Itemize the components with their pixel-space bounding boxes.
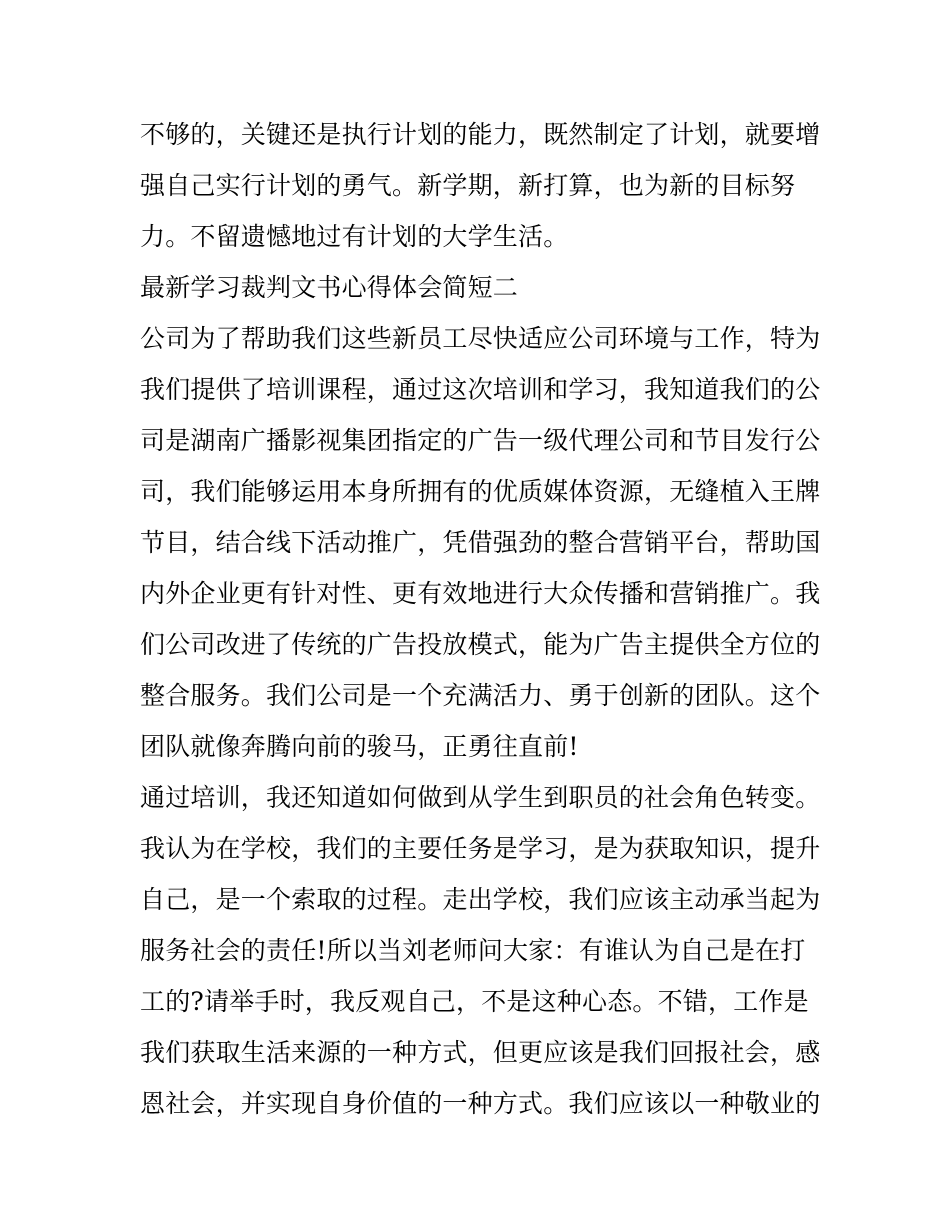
text-line-13: 团队就像奔腾向前的骏马，正勇往直前! <box>140 732 579 761</box>
text-line-8: 司，我们能够运用本身所拥有的优质媒体资源，无缝植入王牌 <box>140 477 821 506</box>
text-line-10: 内外企业更有针对性、更有效地进行大众传播和营销推广。我 <box>140 579 821 608</box>
text-line-6: 我们提供了培训课程，通过这次培训和学习，我知道我们的公 <box>140 375 821 404</box>
text-line-11: 们公司改进了传统的广告投放模式，能为广告主提供全方位的 <box>140 630 821 659</box>
text-line-18: 工的?请举手时，我反观自己，不是这种心态。不错，工作是 <box>140 987 809 1016</box>
text-line-7: 司是湖南广播影视集团指定的广告一级代理公司和节目发行公 <box>140 426 821 455</box>
section-heading: 最新学习裁判文书心得体会简短二 <box>140 273 519 302</box>
body-text <box>140 109 820 1129</box>
text-line-1: 不够的，关键还是执行计划的能力，既然制定了计划，就要增 <box>140 120 821 149</box>
text-line-9: 节目，结合线下活动推广，凭借强劲的整合营销平台，帮助国 <box>140 528 821 557</box>
text-line-15: 我认为在学校，我们的主要任务是学习，是为获取知识，提升 <box>140 834 821 863</box>
text-line-20: 恩社会，并实现自身价值的一种方式。我们应该以一种敬业的 <box>140 1089 821 1118</box>
text-line-14: 通过培训，我还知道如何做到从学生到职员的社会角色转变。 <box>140 783 821 812</box>
text-line-17: 服务社会的责任!所以当刘老师问大家：有谁认为自己是在打 <box>140 936 806 965</box>
text-line-16: 自己，是一个索取的过程。走出学校，我们应该主动承当起为 <box>140 885 821 914</box>
text-line-12: 整合服务。我们公司是一个充满活力、勇于创新的团队。这个 <box>140 681 821 710</box>
text-line-2: 强自己实行计划的勇气。新学期，新打算，也为新的目标努 <box>140 171 796 200</box>
text-line-5: 公司为了帮助我们这些新员工尽快适应公司环境与工作，特为 <box>140 324 821 353</box>
text-line-3: 力。不留遗憾地过有计划的大学生活。 <box>140 222 569 251</box>
text-line-19: 我们获取生活来源的一种方式，但更应该是我们回报社会，感 <box>140 1038 821 1067</box>
